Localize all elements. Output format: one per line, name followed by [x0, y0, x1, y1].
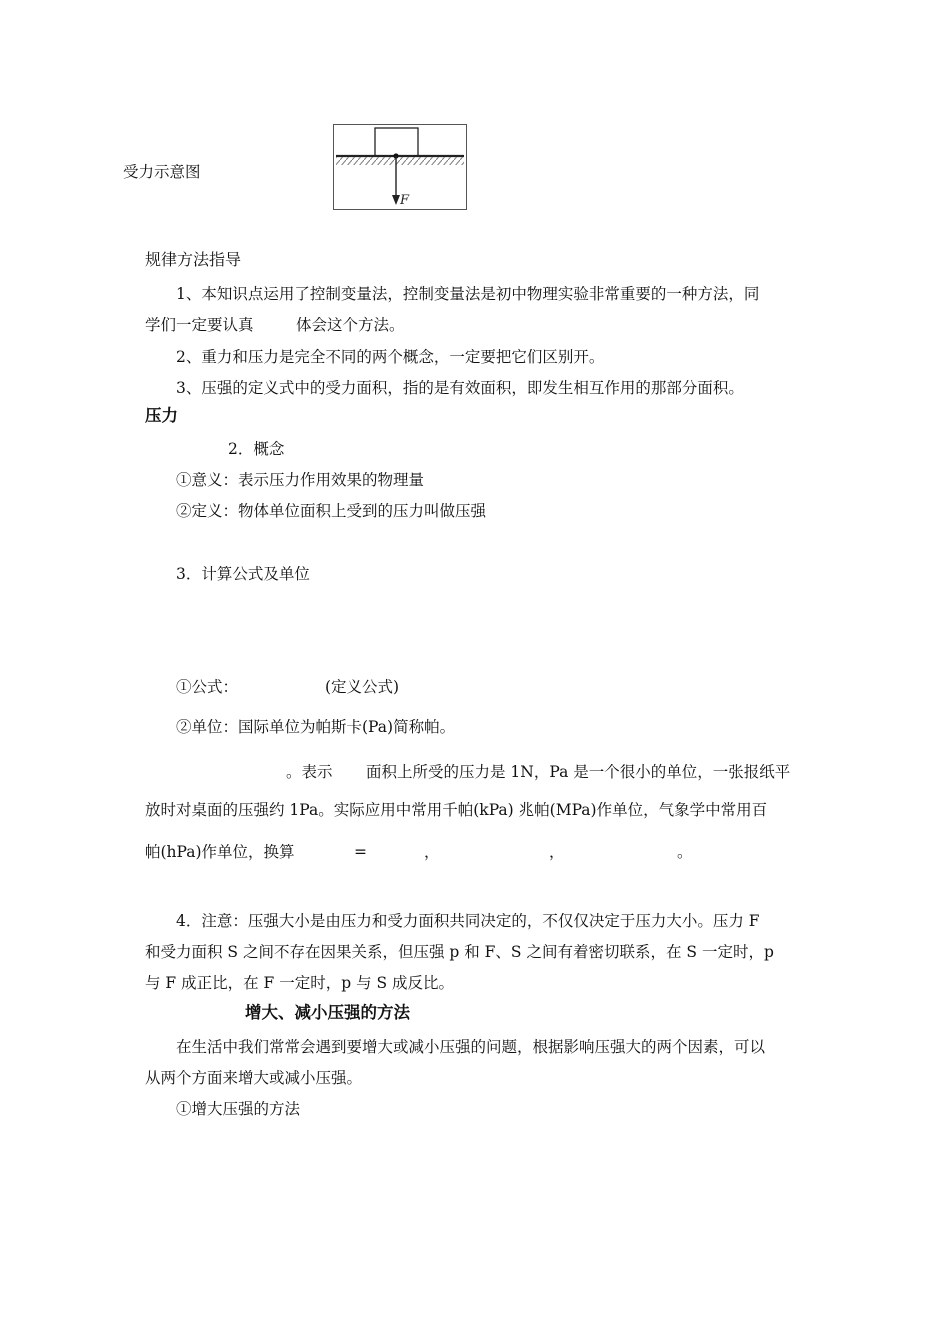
block: [375, 128, 418, 156]
unit-line-1b: 面积上所受的压力是 1N，Pa 是一个很小的单位，一张报纸平: [366, 763, 791, 781]
formula-note: (定义公式): [325, 678, 400, 696]
guide-item-3: 3、压强的定义式中的受力面积，指的是有效面积，即发生相互作用的那部分面积。: [176, 379, 744, 397]
ground-hatch: [336, 157, 464, 165]
note-line-1: 4．注意：压强大小是由压力和受力面积共同决定的，不仅仅决定于压力大小。压力 F: [176, 912, 760, 930]
methods-intro-line-1: 在生活中我们常常会遇到要增大或减小压强的问题，根据影响压强大的两个因素，可以: [176, 1038, 766, 1056]
guide-heading: 规律方法指导: [145, 250, 242, 269]
note-line-3: 与 F 成正比，在 F 一定时，p 与 S 成反比。: [145, 974, 455, 992]
force-label: F: [400, 193, 410, 208]
force-diagram: [333, 124, 467, 210]
unit-line-3a: 帕(hPa)作单位，换算: [145, 843, 295, 861]
unit-line-1a: 。表示: [286, 763, 333, 781]
unit-line-3-comma-2: ，: [549, 843, 565, 861]
guide-item-1-line-2a: 学们一定要认真: [145, 316, 254, 334]
methods-heading: 增大、减小压强的方法: [245, 1003, 410, 1022]
force-diagram-svg: [334, 125, 466, 209]
note-line-2: 和受力面积 S 之间不存在因果关系，但压强 p 和 F、S 之间有着密切联系，在 S 一定时，p: [145, 943, 774, 961]
figure-caption: 受力示意图: [123, 163, 201, 181]
pressure-definition: ②定义：物体单位面积上受到的压力叫做压强: [176, 502, 487, 520]
concept-heading: 2．概念: [228, 440, 285, 458]
guide-item-1-line-1: 1、本知识点运用了控制变量法，控制变量法是初中物理实验非常重要的一种方法，同: [176, 285, 760, 303]
force-arrow-head: [392, 195, 400, 205]
methods-item-1: ①增大压强的方法: [176, 1100, 301, 1118]
pressure-meaning: ①意义：表示压力作用效果的物理量: [176, 471, 425, 489]
guide-item-1-line-2b: 体会这个方法。: [296, 316, 405, 334]
unit-statement: ②单位：国际单位为帕斯卡(Pa)简称帕。: [176, 718, 456, 736]
unit-line-3-equals: =: [354, 843, 367, 861]
unit-line-3-comma-1: ，: [424, 843, 440, 861]
unit-line-2: 放时对桌面的压强约 1Pa。实际应用中常用千帕(kPa) 兆帕(MPa)作单位，气象学中常用百: [145, 801, 768, 819]
formula-label: ①公式：: [176, 678, 239, 696]
formula-heading: 3．计算公式及单位: [176, 565, 310, 583]
unit-line-3-end: 。: [677, 843, 693, 861]
guide-item-2: 2、重力和压力是完全不同的两个概念，一定要把它们区别开。: [176, 348, 605, 366]
pressure-heading: 压力: [145, 406, 178, 425]
methods-intro-line-2: 从两个方面来增大或减小压强。: [145, 1069, 363, 1087]
